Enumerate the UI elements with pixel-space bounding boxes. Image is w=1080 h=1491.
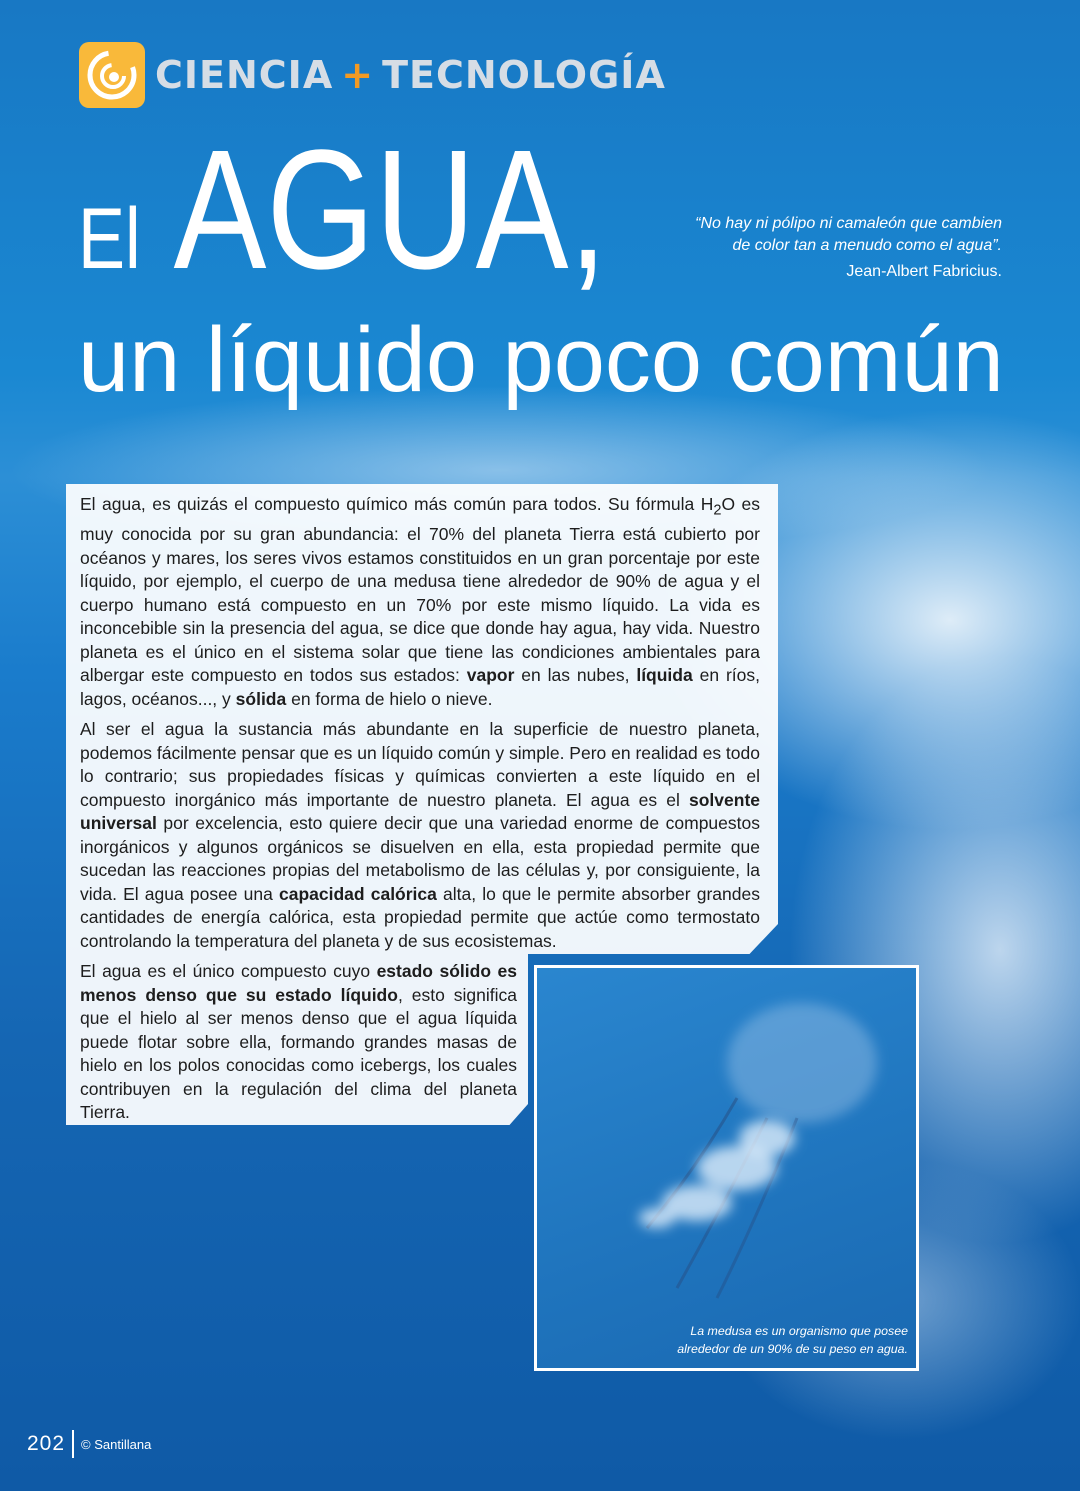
section-brand — [155, 52, 666, 98]
paragraph — [80, 493, 760, 711]
text-run: en forma de hielo o nieve. — [286, 688, 493, 709]
title-agua: AGUA, — [173, 115, 608, 305]
text-run: en ríos, lagos, océanos..., y — [80, 665, 760, 709]
bold-term: sólida — [235, 688, 287, 709]
epigraph-quote — [695, 213, 1002, 283]
copyright: © Santillana — [81, 1436, 152, 1452]
title-line-2: un líquido poco común — [78, 309, 1004, 411]
quote-line-1: “No hay ni pólipo ni camaleón que cambien — [695, 215, 1002, 232]
footer-divider — [72, 1430, 74, 1458]
text-run: en las nubes, — [514, 665, 637, 685]
bold-term: solvente universal — [80, 789, 760, 833]
page-footer — [27, 1430, 151, 1458]
text-run: alta, lo que le permite absorber grandes cantidades de energía calórica, esta propiedad permite que actúe como termostato controlando la temperatura del planeta y de sus ecosistemas. — [80, 883, 760, 951]
jellyfish-photo — [534, 965, 919, 1371]
title-el: El — [78, 191, 141, 287]
page-number: 202 — [27, 1432, 66, 1455]
jellyfish-image — [537, 968, 916, 1368]
brand-ciencia: CIENCIA — [155, 53, 334, 97]
photo-caption — [677, 1322, 908, 1358]
quote-line-2: de color tan a menudo como el agua”. — [732, 237, 1002, 254]
text-run: , esto significa que el hielo al ser menos denso que el agua líquida puede flotar sobre ella, formando grandes masas de hielo en los polos conocidas como icebergs, los cuales contribuyen en la regulación del clima del planeta Tierra. — [80, 984, 517, 1122]
bold-term: capacidad calórica — [279, 883, 437, 904]
title-line-1 — [78, 115, 608, 305]
paragraph — [80, 718, 760, 953]
swirl-logo-icon — [79, 42, 145, 108]
text-run: Al ser el agua la sustancia más abundante en la superficie de nuestro planeta, podemos fácilmente pensar que es un líquido común y simple. Pero en realidad es todo lo contrario; sus propiedades físicas y químicas convierten a este líquido en el compuesto inorgánico más importante de nuestro planeta. El agua es el — [80, 719, 760, 810]
quote-author: Jean-Albert Fabricius. — [846, 263, 1002, 280]
text-run: El agua es el único compuesto cuyo — [80, 961, 377, 981]
text-run: O es muy conocida por su gran abundancia: el 70% del planeta Tierra está cubierto por océanos y mares, los seres vivos estamos constituidos en un gran porcentaje por este líquido, por ejemplo, el cuerpo de una medusa tiene alrededor de 90% de agua y el cuerpo humano está compuesto en un 70% por este mismo líquido. La vida es inconcebible sin la presencia del agua, se dice que donde hay agua, hay vida. Nuestro planeta es el único en el sistema solar que tiene las condiciones ambientales para albergar este compuesto en todos sus estados: — [80, 494, 760, 685]
bold-term: líquida — [636, 665, 693, 685]
caption-line-1: La medusa es un organismo que posee — [690, 1324, 908, 1338]
brand-logo — [79, 42, 145, 108]
bold-term: estado sólido es menos denso que su estado líquido — [80, 961, 517, 1005]
text-run: por excelencia, esto quiere decir que una variedad enorme de compuestos inorgánicos y algunos orgánicos se disuelven en ella, esta propiedad permite que sucedan las reacciones propias del metabolismo de las células y, por consiguiente, la vida. El agua posee una — [80, 813, 760, 904]
brand-tecnologia: TECNOLOGÍA — [382, 53, 666, 97]
plus-icon: + — [341, 53, 375, 97]
caption-line-2: alrededor de un 90% de su peso en agua. — [677, 1342, 908, 1356]
paragraph — [80, 960, 517, 1125]
text-run: El agua, es quizás el compuesto químico más común para todos. Su fórmula H — [80, 494, 714, 514]
bold-term: vapor — [466, 665, 515, 685]
text-run: 2 — [713, 502, 722, 519]
